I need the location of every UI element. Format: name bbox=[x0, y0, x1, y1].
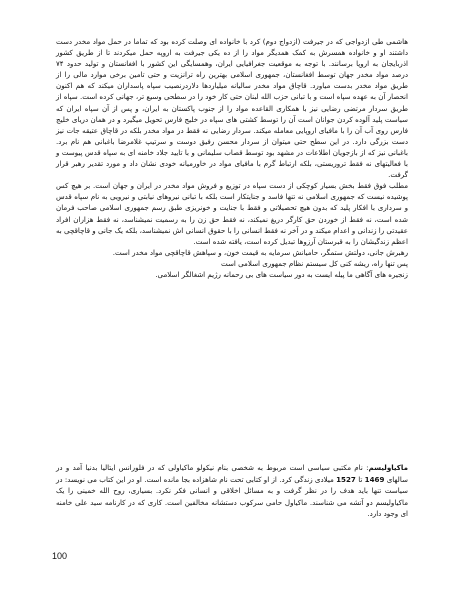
footnote-text-a: : نام مکتبی سیاسی است مربوط به شخصی بنام نیکولو ماکیاولی که در فلورانس ایتالیا بدنیا آمد و در سالهای bbox=[56, 463, 408, 484]
paragraph-5: زنجیره های آگاهی ما پیله ایست به دور سیاست های بی رحمانه رژیم اشغالگر اسلامی. bbox=[155, 269, 408, 279]
footnote-text-b: تا bbox=[358, 474, 363, 484]
footnote-term: ماکیاولیسم bbox=[368, 463, 408, 472]
footnote bbox=[56, 462, 408, 520]
paragraph-1: هاشمی طی ازدواجی که در جیرفت (ازدواج دوم) کرد با خانواده ای وصلت کرده بود که تماما در حمل مواد مخدر دست داشتند او و خانواده همسرش به کمک همدیگر مواد را از ده یکی جیرفت به اروپه حمل میکردند تا از طریق کشور اذربایجان به اروپا برسانند. با توجه به موقعیت جغرافیایی ایران، وهمسایگی این کشور با افغانستان و تولید حدود ۷۴ درصد مواد مخدر جهان توسط افغانستان، جمهوری اسلامی بهترین راه ترانزیت و حتی تامین برخی موارد مالی را از طریق مواد مخدر بدست میاورد. قاچاق مواد مخدر سالیانه میلیاردها دلاردرنصیب سپاه پاسداران میکند که هم اکنون انحصار آن به عهده سپاه است و با تبانی حزب الله لبنان حتی کار خود را در سطحی وسیع تر، جهانی کرده است. سپاه از طریق سردار مرتضی رضایی نیز با همکاری القاعده مواد را از جنوب پاکستان به ایران، و پس از آن سپاه ایران که سیاست پلید آلوده کردن جوانان است آن را توسط کشتی های سپاه در خلیج فارس تحویل میگیرد و در همان دریای خلیج فارس روی آب آن را با مافیای اروپایی معامله میکند. سردار رضایی نه فقط در مواد مخدر بلکه در قاچاق عتیقه جات نیز دست بزرگی دارد. در این سطح حتی میتوان از سردار محسن رفیق دوست و سرتیپ غلامرضا باغبانی هم نام برد. باغبانی نیز که از بازجویان اطلاعات در مشهد بود توسط قصاب سلیمانی و با تایید جلاد خامنه ای به سپاه قدس پیوست و با فعالیتهای نه فقط تروریستی، بلکه ارتباط گرم با مافیای مواد در خاورمیانه خودی نشان داد و مورد تقدیر رهبر قرار گرفت. bbox=[56, 37, 408, 180]
footnote-year-end: 1527 bbox=[336, 474, 356, 484]
main-text bbox=[56, 36, 408, 280]
page-number: 100 bbox=[52, 551, 68, 561]
paragraph-3: رهبرش جانی، دولتش ستمگر، حامیانش سرمایه به قیمت خون، و سپاهش قاچاقچی مواد مخدر است. bbox=[112, 247, 408, 257]
paragraph-4: پس تنها راه، ریشه کنی کل سیستم نظام جمهوری اسلامی است bbox=[221, 258, 408, 268]
footnote-year-start: 1469 bbox=[364, 474, 385, 484]
footnote-text-c: میلادی زندگی کرد. از او کتابی تحت نام شاهزاده بجا مانده است. او در این کتاب می نویسد: در سیاست تنها باید هدف را در نظر گرفت و به مسائل اخلاقی و انسانی فکر نکرد. بسیاری، روح الله خمینی را یک ماکیاولیسم دو آتشه می شناسند. ماکیاول حامی سرکوب دستشانه مخالفین است. کاری که در کارنامه سید علی خامنه ای وجود دارد. bbox=[56, 474, 408, 519]
paragraph-2: مطلب فوق فقط بخش بسیار کوچکی از دست سپاه در توزیع و فروش مواد مخدر در ایران و جهان است. بر هیچ کس پوشیده نیست که جمهوری اسلامی نه تنها فاسد و جنایتکار است بلکه با تبانی نیروهای نیابتی و نیرویی به نام سپاه قدس و سرداری با افکار پلید که بدون هیچ تحصیلاتی و فقط با جنایت و خونریزی طبق رسم جمهوری اسلامی صاحب فرمان شده است، نه فقط از خوردن حق کارگر دریغ نمیکند، نه فقط حق زن را به رسمیت نمیشناسد، نه فقط هزاران افراد عقیدتی را زندانی و اعدام میکند و در آخر نه فقط انسانی را با حقوق انسانی اش نمیشناسد، بلکه یک جانی و قاچاقچی به اعظم زندگیشان را به قبرستان آرزوها تبدیل کرده است، یافته شده است. bbox=[56, 181, 408, 246]
